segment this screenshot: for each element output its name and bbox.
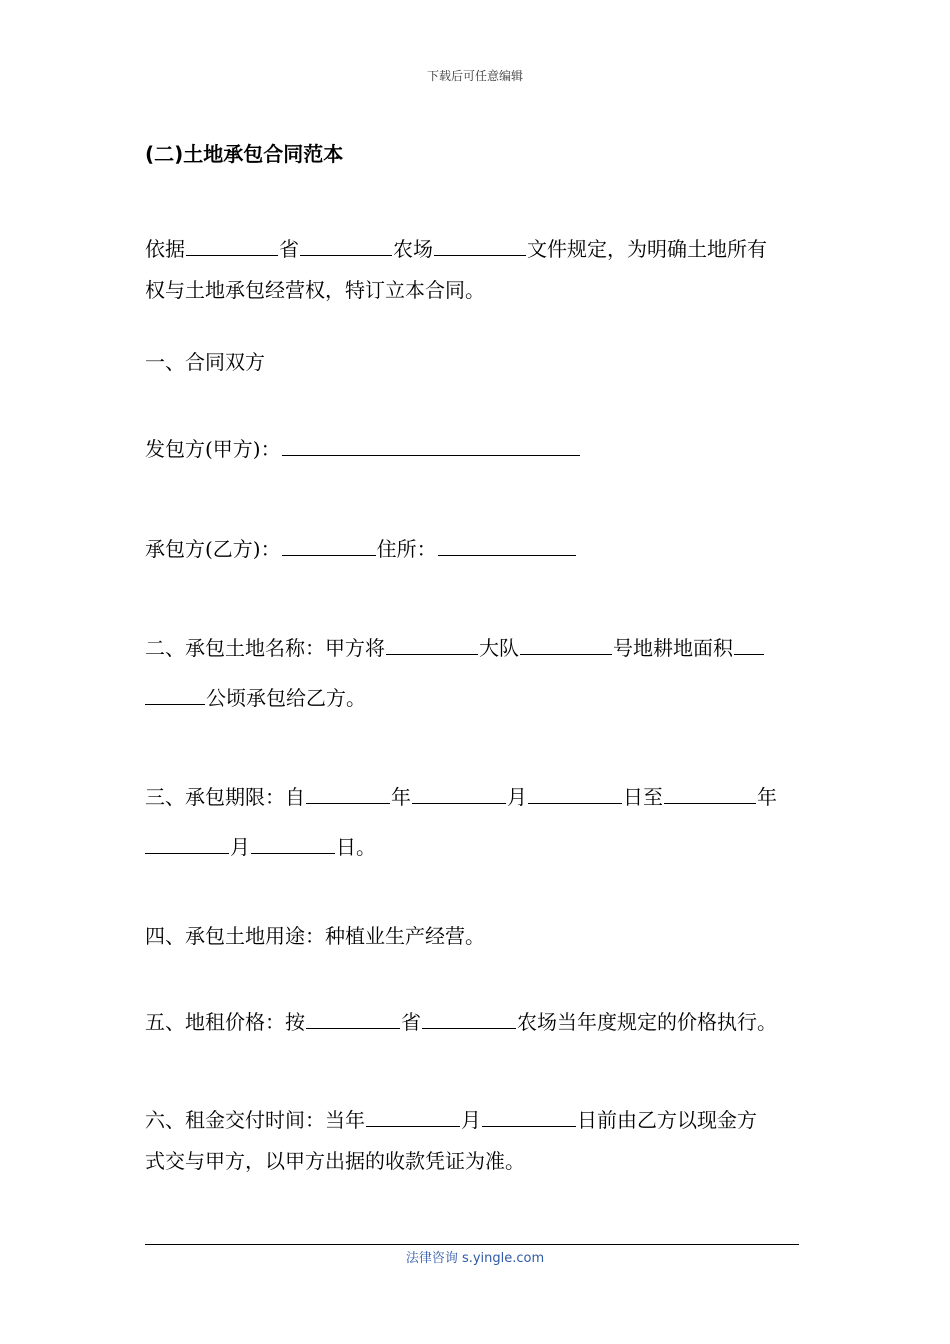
page-header: 下载后可任意编辑 xyxy=(426,69,523,83)
party-a-label: 发包方(甲方)： xyxy=(145,437,281,461)
party-b-label: 承包方(乙方)： xyxy=(145,537,281,561)
fill-blank[interactable] xyxy=(434,237,526,256)
text-segment: 省 xyxy=(401,1010,421,1034)
footer-divider xyxy=(145,1244,799,1245)
fill-blank[interactable] xyxy=(186,237,278,256)
fill-blank[interactable] xyxy=(366,1108,460,1127)
address-blank[interactable] xyxy=(438,537,576,556)
text-segment: 大队 xyxy=(479,636,519,660)
text-segment: 三、承包期限：自 xyxy=(145,785,305,809)
text-segment: 日前由乙方以现金方 xyxy=(577,1108,757,1132)
party-a-line xyxy=(145,437,805,461)
section-payment-line-2: 式交与甲方，以甲方出据的收款凭证为准。 xyxy=(145,1149,525,1173)
text-segment: 年 xyxy=(391,785,411,809)
section-land-line-1 xyxy=(145,636,805,660)
text-segment: 日。 xyxy=(336,835,376,859)
fill-blank[interactable] xyxy=(664,785,756,804)
text-segment: 月 xyxy=(507,785,527,809)
section-usage: 四、承包土地用途：种植业生产经营。 xyxy=(145,924,485,948)
party-a-blank[interactable] xyxy=(282,437,580,456)
fill-blank[interactable] xyxy=(734,636,764,655)
text-segment: 五、地租价格：按 xyxy=(145,1010,305,1034)
fill-blank[interactable] xyxy=(412,785,506,804)
fill-blank[interactable] xyxy=(528,785,622,804)
fill-blank[interactable] xyxy=(300,237,392,256)
fill-blank[interactable] xyxy=(145,835,229,854)
fill-blank[interactable] xyxy=(482,1108,576,1127)
section-heading-parties: 一、合同双方 xyxy=(145,350,265,374)
text-segment: 二、承包土地名称：甲方将 xyxy=(145,636,385,660)
fill-blank[interactable] xyxy=(251,835,335,854)
address-label: 住所： xyxy=(376,537,437,561)
text-segment: 月 xyxy=(461,1108,481,1132)
text-segment: 公顷承包给乙方。 xyxy=(206,686,366,710)
text-segment: 依据 xyxy=(145,237,185,261)
document-title: (二)土地承包合同范本 xyxy=(145,142,344,166)
footer-link[interactable]: 法律咨询 s.yingle.com xyxy=(405,1251,545,1266)
text-segment: 农场当年度规定的价格执行。 xyxy=(517,1010,777,1034)
party-b-blank[interactable] xyxy=(282,537,376,556)
paragraph-basis-line-1 xyxy=(145,237,805,261)
fill-blank[interactable] xyxy=(422,1010,516,1029)
text-segment: 文件规定，为明确土地所有 xyxy=(527,237,767,261)
fill-blank[interactable] xyxy=(306,1010,400,1029)
section-term-line-1 xyxy=(145,785,805,809)
text-segment: 日至 xyxy=(623,785,663,809)
text-segment: 月 xyxy=(230,835,250,859)
text-segment: 农场 xyxy=(393,237,433,261)
section-land-line-2 xyxy=(145,686,805,710)
party-b-line xyxy=(145,537,805,561)
text-segment: 省 xyxy=(279,237,299,261)
fill-blank[interactable] xyxy=(145,686,205,705)
text-segment: 号地耕地面积 xyxy=(613,636,733,660)
paragraph-basis-line-2: 权与土地承包经营权，特订立本合同。 xyxy=(145,278,485,302)
fill-blank[interactable] xyxy=(520,636,612,655)
section-payment-line-1 xyxy=(145,1108,805,1132)
text-segment: 年 xyxy=(757,785,777,809)
fill-blank[interactable] xyxy=(306,785,390,804)
section-rent-price xyxy=(145,1010,805,1034)
text-segment: 六、租金交付时间：当年 xyxy=(145,1108,365,1132)
section-term-line-2 xyxy=(145,835,805,859)
fill-blank[interactable] xyxy=(386,636,478,655)
